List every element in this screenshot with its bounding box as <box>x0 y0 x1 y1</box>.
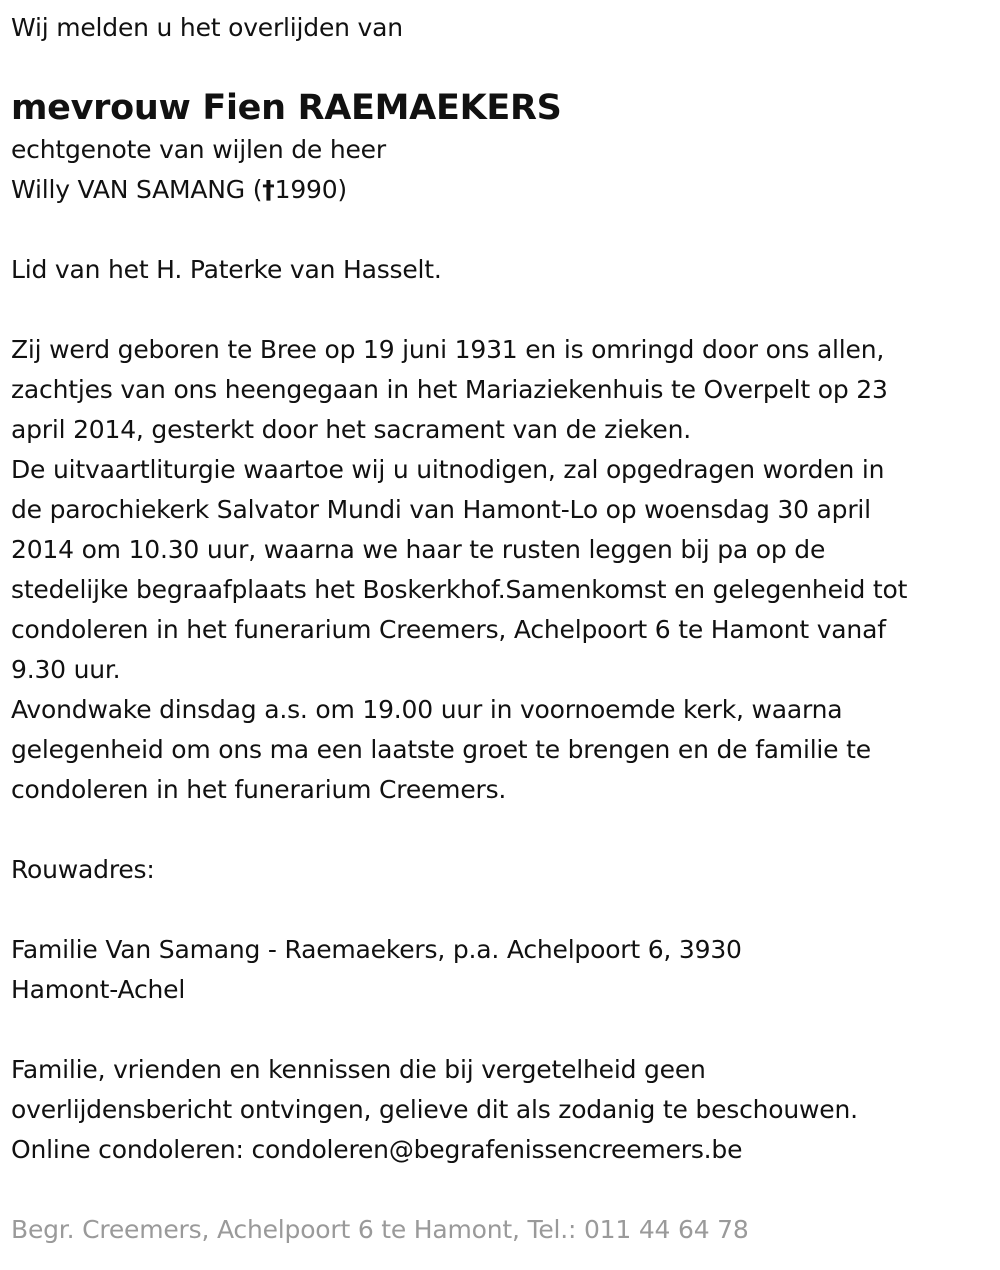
body-line: condoleren in het funerarium Creemers, Achelpoort 6 te Hamont vanaf <box>11 615 886 644</box>
address-block <box>11 930 991 1010</box>
body-line: 2014 om 10.30 uur, waarna we haar te rusten leggen bij pa op de <box>11 535 826 564</box>
deceased-name: mevrouw Fien RAEMAEKERS <box>11 88 562 128</box>
body-paragraph <box>11 330 991 810</box>
closing-line: Familie, vrienden en kennissen die bij vergetelheid geen <box>11 1055 706 1084</box>
body-line: gelegenheid om ons ma een laatste groet te brengen en de familie te <box>11 735 871 764</box>
body-line: Zij werd geboren te Bree op 19 juni 1931 en is omringd door ons allen, <box>11 335 885 364</box>
spacer <box>11 210 991 250</box>
spacer <box>11 1170 991 1210</box>
death-notice <box>11 8 991 1250</box>
body-line: condoleren in het funerarium Creemers. <box>11 775 507 804</box>
spouse-death-year: 1990) <box>274 175 347 204</box>
address-line: Familie Van Samang - Raemaekers, p.a. Achelpoort 6, 3930 <box>11 935 742 964</box>
spacer <box>11 890 991 930</box>
spacer <box>11 290 991 330</box>
body-line: Avondwake dinsdag a.s. om 19.00 uur in voornoemde kerk, waarna <box>11 695 843 724</box>
closing-block <box>11 1050 991 1170</box>
spouse-name: Willy VAN SAMANG ( <box>11 175 263 204</box>
spouse-line-1: echtgenote van wijlen de heer <box>11 135 386 164</box>
body-line: de parochiekerk Salvator Mundi van Hamont-Lo op woensdag 30 april <box>11 495 871 524</box>
body-line: zachtjes van ons heengegaan in het Mariaziekenhuis te Overpelt op 23 <box>11 375 888 404</box>
online-condolence-line: Online condoleren: condoleren@begrafenissencreemers.be <box>11 1135 743 1164</box>
membership-text: Lid van het H. Paterke van Hasselt. <box>11 255 442 284</box>
spacer <box>11 810 991 850</box>
body-line: stedelijke begraafplaats het Boskerkhof.Samenkomst en gelegenheid tot <box>11 575 908 604</box>
body-line: De uitvaartliturgie waartoe wij u uitnodigen, zal opgedragen worden in <box>11 455 885 484</box>
funeral-home-footer: Begr. Creemers, Achelpoort 6 te Hamont, Tel.: 011 44 64 78 <box>11 1215 749 1244</box>
address-label: Rouwadres: <box>11 855 155 884</box>
spouse-line-2 <box>11 170 991 210</box>
intro-text: Wij melden u het overlijden van <box>11 13 403 42</box>
body-line: april 2014, gesterkt door het sacrament van de zieken. <box>11 415 691 444</box>
cross-icon: † <box>262 175 275 204</box>
body-line: 9.30 uur. <box>11 655 121 684</box>
closing-line: overlijdensbericht ontvingen, gelieve dit als zodanig te beschouwen. <box>11 1095 858 1124</box>
address-line: Hamont-Achel <box>11 975 186 1004</box>
spacer <box>11 1010 991 1050</box>
